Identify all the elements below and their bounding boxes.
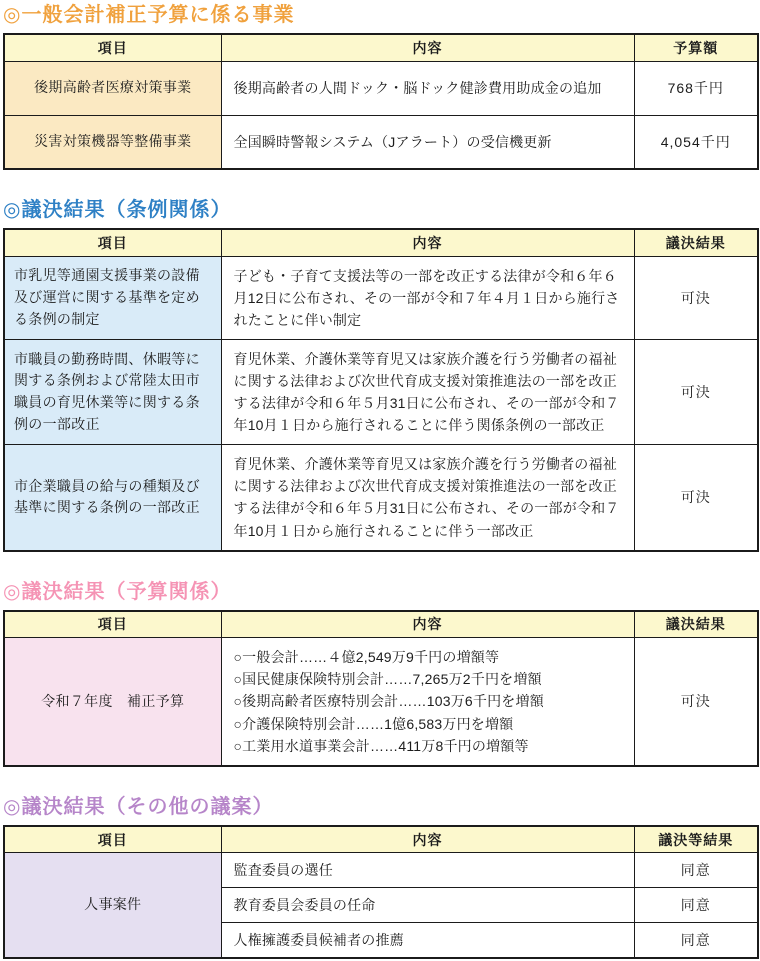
item-cell: 災害対策機器等整備事業 [4,115,221,169]
table-row [4,445,758,551]
decision-result-cell: 同意 [634,923,758,958]
decision-result-cell: 可決 [634,256,758,339]
decision-result-cell: 同意 [634,853,758,888]
header-row [4,34,758,61]
header-row [4,826,758,853]
item-cell: 市乳児等通園支援事業の設備及び運営に関する基準を定める条例の制定 [4,256,221,339]
decision-result-cell: 同意 [634,888,758,923]
header-row [4,611,758,638]
table-row [4,638,758,766]
column-header-item: 項目 [4,826,221,853]
content-cell: 教育委員会委員の任命 [221,888,634,923]
content-cell: 育児休業、介護休業等育児又は家族介護を行う労働者の福祉に関する法律および次世代育成支援対策推進法の一部を改正する法律が令和６年５月31日に公布され、その一部が令和７年10月１日から施行されることに伴う一部改正 [221,445,634,551]
content-cell: 育児休業、介護休業等育児又は家族介護を行う労働者の福祉に関する法律および次世代育成支援対策推進法の一部を改正する法律が令和６年５月31日に公布され、その一部が令和７年10月１日から施行されることに伴う関係条例の一部改正 [221,339,634,444]
column-header-content: 内容 [221,229,634,256]
column-header-item: 項目 [4,611,221,638]
content-cell: 後期高齢者の人間ドック・脳ドック健診費用助成金の追加 [221,61,634,115]
item-cell-personnel: 人事案件 [4,853,221,958]
table-row [4,853,758,888]
header-row [4,229,758,256]
section-other-results [3,796,757,959]
item-cell: 市職員の勤務時間、休暇等に関する条例および常陸太田市職員の育児休業等に関する条例の一部改正 [4,339,221,444]
column-header-content: 内容 [221,611,634,638]
budget-amount-cell: 4,054千円 [634,115,758,169]
section-heading-general-budget: ◎一般会計補正予算に係る事業 [3,4,295,26]
budget-line: ○介護保険特別会計……1億6,583万円を増額 [233,715,514,732]
column-header-decision-result: 議決結果 [634,229,758,256]
section-heading-ordinance-results: ◎議決結果（条例関係） [3,199,232,221]
other-results-table [3,825,759,959]
table-row [4,61,758,115]
budget-line: ○一般会計……４億2,549万9千円の増額等 [233,649,500,666]
table-row [4,339,758,444]
budget-line: ○国民健康保険特別会計……7,265万2千円を増額 [233,671,542,688]
content-cell: 監査委員の選任 [221,853,634,888]
column-header-decision-result: 議決等結果 [634,826,758,853]
item-cell: 市企業職員の給与の種類及び基準に関する条例の一部改正 [4,445,221,551]
budget-line: ○後期高齢者医療特別会計……103万6千円を増額 [233,693,544,710]
column-header-budget-amount: 予算額 [634,34,758,61]
content-cell: 全国瞬時警報システム（Jアラート）の受信機更新 [221,115,634,169]
section-ordinance-results [3,199,757,552]
section-heading-budget-results: ◎議決結果（予算関係） [3,580,232,603]
general-budget-table [3,33,759,170]
section-budget-results [3,581,757,767]
column-header-content: 内容 [221,826,634,853]
budget-results-table [3,610,759,767]
decision-result-cell: 可決 [634,638,758,766]
ordinance-results-table [3,228,759,552]
table-row [4,115,758,169]
decision-result-cell: 可決 [634,339,758,444]
budget-line: ○工業用水道事業会計……411万8千円の増額等 [233,737,529,754]
content-cell: 人権擁護委員候補者の推薦 [221,923,634,958]
content-cell: 子ども・子育て支援法等の一部を改正する法律が令和６年６月12日に公布され、その一部が令和７年４月１日から施行されたことに伴い制定 [221,256,634,339]
section-general-budget [3,4,757,170]
section-heading-other-results: ◎議決結果（その他の議案） [3,795,274,818]
column-header-content: 内容 [221,34,634,61]
item-cell: 令和７年度 補正予算 [4,638,221,766]
column-header-item: 項目 [4,229,221,256]
item-cell: 後期高齢者医療対策事業 [4,61,221,115]
table-row [4,256,758,339]
budget-amount-cell: 768千円 [634,61,758,115]
decision-result-cell: 可決 [634,445,758,551]
content-cell [221,638,634,766]
column-header-item: 項目 [4,34,221,61]
column-header-decision-result: 議決結果 [634,611,758,638]
